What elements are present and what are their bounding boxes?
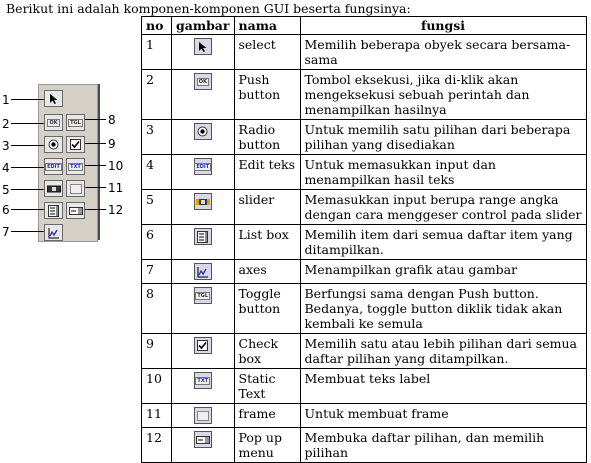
row-no: 1 xyxy=(142,35,172,70)
row-gambar xyxy=(172,120,235,155)
palette-frame-icon[interactable] xyxy=(66,180,85,197)
label-9: 9 xyxy=(108,137,116,151)
row-nama: select xyxy=(234,35,300,70)
table-row xyxy=(142,284,587,334)
palette-edit-text-icon[interactable] xyxy=(44,158,63,175)
header-no: no xyxy=(142,17,172,35)
table-row xyxy=(142,155,587,190)
palette-static-text-icon[interactable] xyxy=(66,158,85,175)
slider-icon xyxy=(194,193,212,210)
label-3: 3 xyxy=(2,139,10,153)
edit-text-icon xyxy=(194,158,212,175)
row-fungsi: Untuk memasukkan input dan menampilkan hasil teks xyxy=(300,155,586,190)
table-row xyxy=(142,428,587,463)
label-2: 2 xyxy=(2,117,10,131)
table-row xyxy=(142,120,587,155)
leader-line-12 xyxy=(85,209,106,210)
row-fungsi: Membuat teks label xyxy=(300,369,586,404)
palette-check-box-icon[interactable] xyxy=(66,136,85,153)
intro-text: Berikut ini adalah komponen-komponen GUI beserta fungsinya: xyxy=(6,1,411,16)
row-gambar xyxy=(172,155,235,190)
row-nama: Pop up menu xyxy=(234,428,300,463)
table-row xyxy=(142,334,587,369)
table-row xyxy=(142,404,587,428)
palette-axes-icon[interactable] xyxy=(44,224,63,241)
row-gambar xyxy=(172,35,235,70)
table-header-row xyxy=(142,17,587,35)
row-gambar xyxy=(172,70,235,120)
label-1: 1 xyxy=(2,93,10,107)
row-gambar xyxy=(172,369,235,404)
check-box-icon xyxy=(194,337,212,354)
row-nama: axes xyxy=(234,260,300,284)
row-no: 7 xyxy=(142,260,172,284)
row-no: 10 xyxy=(142,369,172,404)
leader-line-1 xyxy=(11,99,44,100)
frame-icon xyxy=(194,407,212,424)
header-nama: nama xyxy=(234,17,300,35)
row-fungsi: Untuk memilih satu pilihan dari beberapa pilihan yang disediakan xyxy=(300,120,586,155)
row-gambar xyxy=(172,225,235,260)
leader-line-3 xyxy=(11,145,44,146)
push-button-text: OK xyxy=(198,78,207,85)
row-gambar xyxy=(172,260,235,284)
leader-line-9 xyxy=(85,143,106,144)
leader-line-8 xyxy=(85,119,106,120)
leader-line-6 xyxy=(11,209,44,210)
palette-select-icon[interactable] xyxy=(44,90,63,107)
radio-button-icon xyxy=(194,123,212,140)
row-nama: Toggle button xyxy=(234,284,300,334)
row-no: 6 xyxy=(142,225,172,260)
row-fungsi: Untuk membuat frame xyxy=(300,404,586,428)
palette-push-button-icon[interactable] xyxy=(44,114,63,131)
static-text-text: TXT xyxy=(197,377,209,384)
label-5: 5 xyxy=(2,183,10,197)
static-text-text: TXT xyxy=(70,163,81,170)
row-no: 3 xyxy=(142,120,172,155)
leader-line-11 xyxy=(85,187,106,188)
row-nama: frame xyxy=(234,404,300,428)
toggle-button-icon xyxy=(194,287,212,304)
row-gambar xyxy=(172,428,235,463)
row-gambar xyxy=(172,334,235,369)
row-nama: List box xyxy=(234,225,300,260)
row-no: 12 xyxy=(142,428,172,463)
palette-slider-icon[interactable] xyxy=(44,180,63,197)
row-fungsi: Memilih satu atau lebih pilihan dari semua daftar pilihan yang ditampilkan. xyxy=(300,334,586,369)
label-4: 4 xyxy=(2,161,10,175)
label-8: 8 xyxy=(108,113,116,127)
table-row xyxy=(142,369,587,404)
table-row xyxy=(142,35,587,70)
edit-text-text: EDIT xyxy=(196,163,210,170)
leader-line-4 xyxy=(11,167,44,168)
row-fungsi: Tombol eksekusi, jika di-klik akan mengeksekusi sebuah perintah dan menampilkan hasilnya xyxy=(300,70,586,120)
row-nama: Check box xyxy=(234,334,300,369)
header-gambar: gambar xyxy=(172,17,235,35)
row-nama: Static Text xyxy=(234,369,300,404)
row-nama: Edit teks xyxy=(234,155,300,190)
leader-line-5 xyxy=(11,189,44,190)
row-fungsi: Memilih beberapa obyek secara bersama-sama xyxy=(300,35,586,70)
row-fungsi: Memasukkan input berupa range angka dengan cara menggeser control pada slider xyxy=(300,190,586,225)
edit-text-text: EDIT xyxy=(47,163,60,170)
select-arrow-icon xyxy=(194,38,212,55)
row-gambar xyxy=(172,284,235,334)
toggle-button-text: TGL xyxy=(197,292,209,299)
leader-line-7 xyxy=(11,231,44,232)
palette-edge xyxy=(98,84,104,240)
popup-menu-icon xyxy=(194,431,212,448)
list-box-icon xyxy=(194,228,212,245)
axes-icon xyxy=(194,263,212,280)
row-no: 2 xyxy=(142,70,172,120)
component-table xyxy=(141,16,587,463)
row-nama: Push button xyxy=(234,70,300,120)
table-row xyxy=(142,260,587,284)
table-row xyxy=(142,70,587,120)
row-nama: slider xyxy=(234,190,300,225)
row-fungsi: Memilih item dari semua daftar item yang ditampilkan. xyxy=(300,225,586,260)
row-fungsi: Membuka daftar pilihan, dan memilih pilihan xyxy=(300,428,586,463)
row-gambar xyxy=(172,404,235,428)
table-row xyxy=(142,190,587,225)
component-palette-figure xyxy=(0,84,140,244)
header-fungsi: fungsi xyxy=(300,17,586,35)
leader-line-10 xyxy=(85,165,106,166)
row-gambar xyxy=(172,190,235,225)
row-no: 4 xyxy=(142,155,172,190)
static-text-icon xyxy=(194,372,212,389)
row-no: 9 xyxy=(142,334,172,369)
label-11: 11 xyxy=(108,181,124,195)
label-7: 7 xyxy=(2,225,10,239)
row-fungsi: Menampilkan grafik atau gambar xyxy=(300,260,586,284)
palette-popup-menu-icon[interactable] xyxy=(66,202,85,219)
push-button-icon xyxy=(194,73,212,90)
palette-toggle-button-icon[interactable] xyxy=(66,114,85,131)
toggle-button-text: TGL xyxy=(70,119,81,126)
label-6: 6 xyxy=(2,203,10,217)
leader-line-2 xyxy=(11,123,44,124)
palette-list-box-icon[interactable] xyxy=(44,202,63,219)
label-10: 10 xyxy=(108,159,124,173)
palette-radio-button-icon[interactable] xyxy=(44,136,63,153)
row-no: 5 xyxy=(142,190,172,225)
row-no: 8 xyxy=(142,284,172,334)
row-no: 11 xyxy=(142,404,172,428)
table-row xyxy=(142,225,587,260)
row-fungsi: Berfungsi sama dengan Push button. Bedanya, toggle button diklik tidak akan kembali ke semula xyxy=(300,284,586,334)
push-button-text: OK xyxy=(49,119,58,126)
row-nama: Radio button xyxy=(234,120,300,155)
label-12: 12 xyxy=(108,203,124,217)
